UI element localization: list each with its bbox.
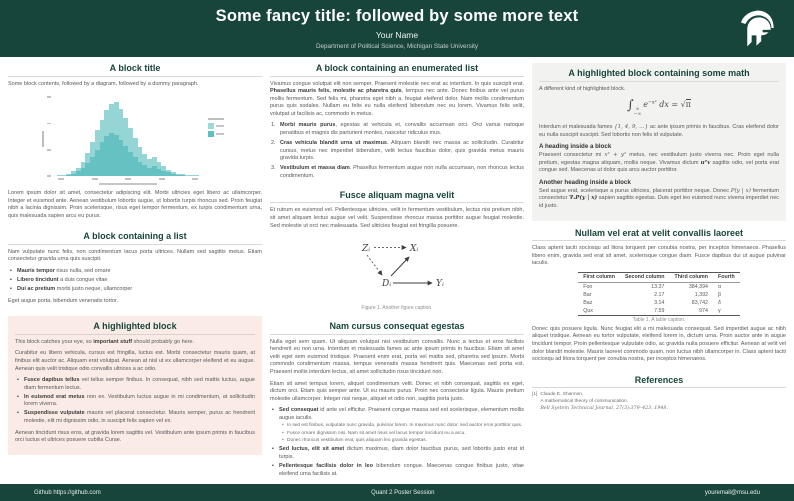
table-row: Baz 3.14 83,742 δ: [583, 299, 721, 306]
block-references: [532, 375, 786, 413]
list-item: ▪ In euismod erat metus non ex. Vestibulum luctus augue in mi condimentum, at sollicitudin lorem viverra.: [24, 394, 255, 409]
block-title: Nam cursus consequat egestas: [270, 321, 524, 335]
block-title: A highlighted block: [15, 321, 255, 335]
column-header: Second column: [620, 272, 669, 282]
node-x: Xᵢ: [410, 244, 419, 255]
block-paragraph: Lorem ipsum dolor sit amet, consectetur adipiscing elit. Morbi ultricies eget libero ac ullamcorper. Integer et euismod ante. Aenean vestibulum lobortis augue, ut lobortis turpis rhoncus sed. Proin feugiat nibh a lacinia dignissim. Proin scelerisque, risus eget tempor fermentum, ex turpis condimentum urna, quis malesuada sapien arcu eu purus.: [8, 190, 262, 219]
x-axis-title: [99, 183, 157, 185]
legend-swatch-2: [208, 131, 214, 137]
poster-body: [0, 57, 794, 482]
column-right: [532, 63, 786, 482]
table-row: Bar 2.17 1,392 β: [583, 291, 722, 298]
column-header: Fourth: [713, 272, 740, 282]
block-title: A block containing an enumerated list: [270, 63, 524, 77]
block-paragraph: Nam vulputate nunc felis, non condimentum lacus porta ultrices. Nullam sed sagittis metus. Etiam consectetur gravida urna quis suscipit.: [8, 248, 262, 263]
list-item: 1. Morbi mauris purus, egestas at vehicula et, convallis accumsan orci. Orci varius natoque penatibus et magnis dis parturient montes, nascetur ridiculus mus.: [271, 122, 525, 136]
block-paragraph: Interdum et malesuada fames {1, 4, 9, …} ac ante ipsum primis in faucibus. Cras eleifend dolor eu nulla suscipit suscipit. Sed lobortis non felis id vulputate.: [539, 123, 779, 138]
list-item: ▪ Sed consequat id ante vel efficitur. Praesent congue massa sed est scelerisque, elementum mollis augue iaculis. • In sed est finibus, vulputate nunc gravida, pulvinar lorem. In maximus nunc dolor, sed auctor eros porttitor quis. • Fusce ornare dignissim nisi. Nam sit amet risus vel lacus tempor tincidunt eu a arcu. • Donec rhoncus vestibulum erat, quis aliquam leo gravida egestas.: [279, 407, 524, 445]
data-table: [578, 272, 740, 316]
block-title: A block containing a list: [8, 231, 262, 245]
block-intro: Some block contents, followed by a diagram, followed by a dummy paragraph.: [8, 80, 199, 87]
reference-entry: [1] Claude E. Shannon. A mathematical theory of communication. Bell System Technical Journal, 27(3):379–423, 1948.: [532, 392, 669, 411]
sub-list-item: • Donec rhoncus vestibulum erat, quis aliquam leo gravida egestas.: [287, 438, 524, 444]
block-list: [8, 231, 262, 309]
list-item: ▪ Suspendisse vulputate mauris vel placerat consectetur. Mauris semper, purus ac hendrerit molestie, elit mi dignissim odio, in suscipit felis sapien vel ex.: [24, 410, 255, 425]
block-figure: [270, 190, 524, 314]
node-z: Zᵢ: [362, 244, 371, 255]
block-enumerated-list: [270, 63, 524, 183]
block-paragraph: Curabitur eu libero vehicula, cursus est fringilla, luctus est. Morbi consectetur mauris quam, at finibus elit auctor ac. Aliquam erat volutpat. Aenean at nisl ut ex ullamcorper eleifend et eu augue. Aenean quis velit tristique odio convallis ultrices a ac odio.: [15, 350, 255, 372]
enumerated-list: [270, 122, 524, 180]
block-title: A highlighted block containing some math: [539, 68, 779, 82]
display-equation: ∫ ∞ −∞ $e^{-x^2}$ dx = √π: [626, 98, 692, 118]
bullet-list: [8, 268, 262, 294]
figure-caption: Figure 1. Another figure caption.: [361, 305, 433, 312]
table-header-row: [578, 272, 740, 282]
block-title: References: [532, 375, 786, 389]
list-item: ▪ Pellentesque facilisis dolor in leo bibendum congue. Maecenas congue finibus justo, vitae eleifend urna facilisis at.: [279, 463, 524, 478]
sub-list-item: • In sed est finibus, vulputate nunc gravida, pulvinar lorem. In maximus nunc dolor, sed auctor eros porttitor quis.: [287, 423, 524, 429]
legend-entry: [208, 131, 230, 137]
list-item: 2. Cras vehicula blandit urna ut maximus. Aliquam blandit nec massa ac sollicitudin. Curabitur cursus, metus nec imperdiet bibendum, velit lectus faucibus dolor, quis gravida metus mauris gravida turpis.: [271, 140, 524, 162]
column-middle: [270, 63, 524, 482]
list-item: ▪ Mauris tempor risus nulla, sed ornare: [17, 268, 262, 276]
author-name: Your Name: [375, 30, 419, 40]
list-item: ▪ Dui ac pretium morbi justo neque, ullamcorper: [17, 286, 262, 294]
block-title: Nullam vel erat at velit convallis laoreet: [532, 228, 786, 242]
footer-github-link[interactable]: Github https://github.com: [34, 489, 101, 496]
poster-footer: [0, 484, 794, 501]
block-paragraph: Class aptent taciti sociosqu ad litora torquent per conubia nostra, per inceptos himenaeos. Phasellus libero enim, gravida sed erat sit amet, scelerisque congue diam. Fusce dapibus dui ut augue pulvinar iaculis.: [532, 245, 786, 267]
histogram-plot: [52, 92, 204, 176]
highlighted-block: [8, 316, 262, 454]
block-paragraph: Vivamus congue volutpat elit non semper. Praesent molestie nec erat ac interdum. In quis suscipit erat. Phasellus mauris felis, molestie ac pharetra quis, tempus nec ante. Donec finibus ante vel purus mollis fermentum. Sed felis mi, pharetra eget nibh a, feugiat eleifend dolor. Nam mollis condimentum purus quis sodales. Nullam eu felis eu nulla eleifend bibendum nec eu lorem. Vivamus felis velit, volutpat ut facilisis ac, commodo in metus.: [270, 80, 524, 117]
block-paragraph: Et rutrum ex euismod vel. Pellentesque ultricies, velit in fermentum vestibulum, lectus nisi pretium nibh, sit amet aliquam lectus augue vel velit. Suspendisse rhoncus massa porttitor augue feugiat molestie. Sed molestie ut orci nec malesuada. Sed ultricies feugiat est fringilla posuere.: [270, 207, 524, 229]
block-paragraph: Praesent consectetur mi x² + y² metus, nec vestibulum justo viverra nec. Proin eget nulla pretium, egestas magna aliquam, mollis neque. Vivamus dictum uᵀv sagittis odio, vel porta erat congue sed. Maecenas ut dolor quis arcu auctor porttitor.: [539, 152, 780, 174]
block-paragraph: Eget augue porta, bibendum venenatis tortor.: [8, 297, 119, 304]
table-row: Qux 7.59 974 γ: [578, 307, 740, 316]
block-table: [532, 228, 786, 368]
sub-list-item: • Fusce ornare dignissim nisi. Nam sit amet risus vel lacus tempor tincidunt eu a arcu.: [287, 431, 524, 437]
block-paragraph: Sed augue erat, scelerisque a purus ultricies, placerat porttitor neque. Donec P(y | x) fermentum consectetur ∇ₓP(y | x) sapien sagittis egestas. Duis eget leo euismod nunc viverra imperdiet nec id justo.: [539, 187, 780, 209]
node-d: Dᵢ: [382, 279, 392, 290]
inner-heading: A heading inside a block: [539, 143, 612, 151]
spartan-helmet-icon: [737, 6, 781, 50]
list-item: 3. Vestibulum et massa diam. Phasellus fermentum augue non nulla accumsan, non rhoncus lectus condimentum.: [271, 165, 524, 179]
block-paragraph: Aenean tincidunt risus eros, at gravida lorem sagittis vel. Vestibulum ante ipsum primis in faucibus orci luctus et ultrices posuere cubilia Curae.: [15, 429, 255, 444]
node-y: Yᵢ: [436, 279, 444, 290]
poster-header: [0, 0, 794, 57]
bullet-list: [270, 407, 524, 478]
block-paragraph: Nulla eget sem quam. Ut aliquam volutpat nisi vestibulum convallis. Nunc a lectus et eros facilisis hendrerit eu non urna. Interdum et malesuada fames ac ante ipsum primis in faucibus. Etiam sit amet velit eget sem euismod tristique. Praesent enim erat, porta vel mattis sed, pharetra sed ipsum. Morbi commodo condimentum massa, tempus venenatis massa hendrerit quis. Maecenas sed porta est. Praesent mollis interdum lectus, sit amet sollicitudin risus tincidunt non.: [270, 338, 524, 375]
footer-session-label: Quant 2 Poster Session: [371, 489, 435, 496]
sub-bullet-list: [279, 423, 524, 444]
block-title: A block title: [8, 63, 262, 77]
list-item: ▪ Libero tincidunt a duis congue vitae: [17, 277, 262, 285]
column-header: Third column: [669, 272, 713, 282]
affiliation: Department of Political Science, Michigan State University: [315, 43, 479, 50]
block-paragraph: Donec quis posuere ligula. Nunc feugiat elit a mi malesuada consequat. Sed imperdiet augue ac nibh aliquet tristique. Aenean eu tortor vulputate, eleifend lorem in, dictum urna. Proin auctor ante in augue tincidunt tempor. Proin pellentesque vulputate odio, ac gravida nulla posuere efficitur. Aenean at velit vel dolor blandit molestie. Mauris laoreet commodo quam, non luctus nibh ullamcorper in. Class aptent taciti sociosqu ad litora torquent per conubia nostra, per inceptos himenaeos.: [532, 325, 786, 363]
block-paragraph: A different kind of highlighted block.: [539, 85, 626, 92]
list-item: ▪ Sed luctus, elit sit amet dictum maximus, diam dolor faucibus purus, sed lobortis justo erat id turpis.: [279, 446, 524, 461]
column-left: [8, 63, 262, 482]
block-a-block-title: [8, 63, 262, 224]
edge-z-d: [367, 255, 382, 275]
histogram-figure: [40, 92, 230, 185]
block-paragraph: Etiam sit amet tempus lorem, aliquet condimentum velit. Donec et nibh consequat, sagittis ex eget, dictum orci. Etiam quis semper ante. Ut eu mauris purus. Proin nec consectetur ligula. Mauris pretium molestie ullamcorper. Integer nisi neque, aliquet et odio non, sagittis porta justo.: [270, 380, 524, 402]
list-item: ▪ Fusce dapibus tellus vel tellus semper finibus. In consequat, nibh sed mattis luctus, augue diam fermentum lectus.: [24, 377, 255, 392]
bullet-list: [15, 377, 255, 425]
x-axis-ticks: [52, 176, 204, 183]
block-title: Fusce aliquam magna velit: [270, 190, 524, 204]
footer-email-link[interactable]: youremail@msu.edu: [704, 489, 760, 496]
legend-entry: [208, 123, 230, 129]
table-row: Foo 13.37 384,394 α: [583, 283, 722, 290]
y-axis-ticks: [45, 92, 52, 185]
legend-title: [208, 118, 224, 120]
inner-heading: Another heading inside a block: [539, 178, 631, 186]
dag-figure: [270, 234, 524, 303]
edge-d-x: [391, 257, 409, 276]
table-caption: Table 1. A table caption.: [632, 316, 686, 323]
legend-swatch-1: [208, 123, 214, 129]
poster-title: Some fancy title: followed by some more text: [215, 7, 579, 25]
block-paragraph: This block catches your eye, so important stuff should probably go here.: [15, 338, 195, 345]
block-nested-list: [270, 321, 524, 482]
chart-legend: [204, 92, 230, 185]
column-header: First column: [578, 272, 620, 282]
highlighted-math-block: [532, 63, 786, 221]
